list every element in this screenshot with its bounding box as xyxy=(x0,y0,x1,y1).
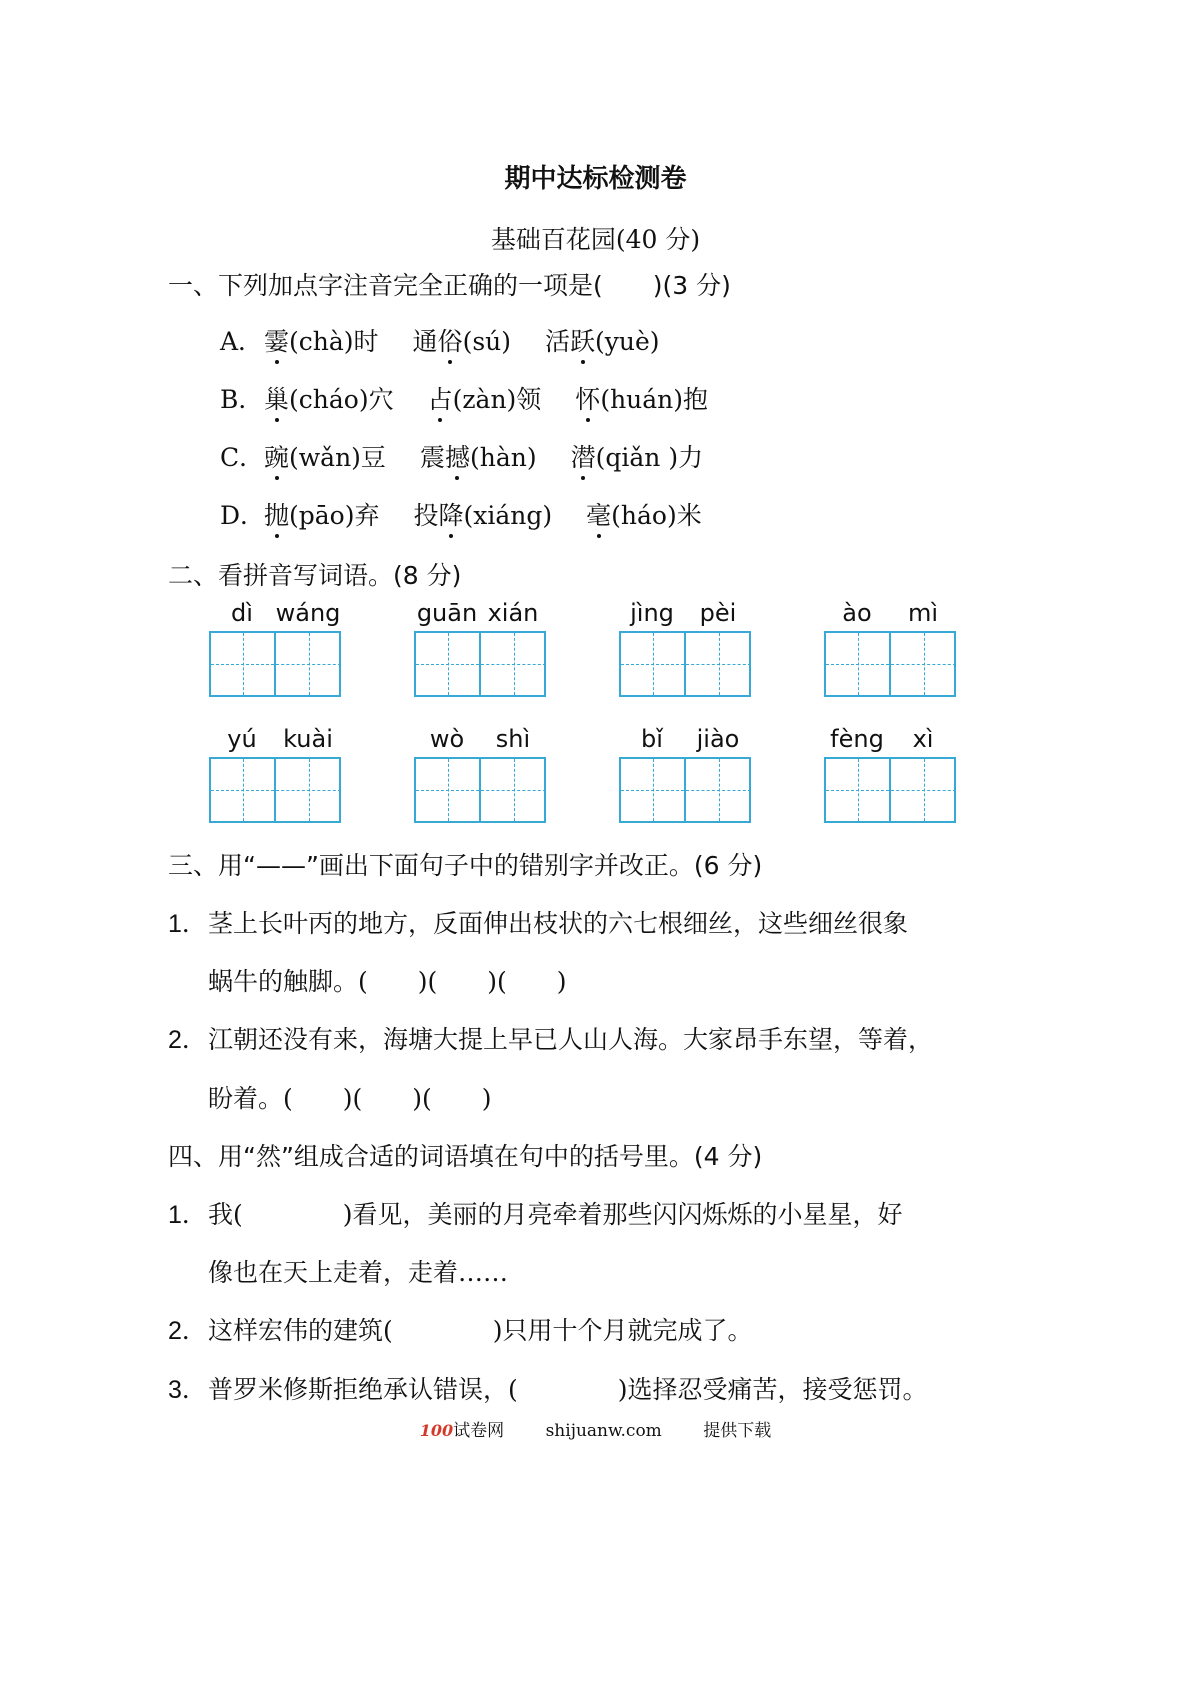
pinyin-syllable: guān xyxy=(416,599,478,627)
grid-cell[interactable] xyxy=(211,759,276,821)
pinyin-syllable: jiào xyxy=(696,725,740,753)
sentence-text: 盼着。( )( )( ) xyxy=(208,1084,492,1113)
guide-line-horizontal xyxy=(416,664,479,665)
tian-grid-box[interactable] xyxy=(209,757,341,823)
site-url[interactable]: shijuanw.com xyxy=(545,1421,662,1441)
word-prefix: 通 xyxy=(412,327,438,356)
option-word xyxy=(264,438,386,474)
grid-cell[interactable] xyxy=(276,759,341,821)
option-letter: D． xyxy=(220,501,266,530)
item-number: 3． xyxy=(168,1376,207,1404)
grid-cell[interactable] xyxy=(276,633,341,695)
sentence-text: 江朝还没有来，海塘大提上早已人山人海。大家昂手东望，等着， xyxy=(208,1025,934,1054)
word-pinyin: (xiáng) xyxy=(463,501,553,530)
guide-line-horizontal xyxy=(826,664,889,665)
option-word xyxy=(413,496,552,532)
word-pinyin: (chà)时 xyxy=(289,327,379,356)
guide-line-horizontal xyxy=(211,664,274,665)
tian-grid-box[interactable] xyxy=(824,631,956,697)
grid-cell[interactable] xyxy=(686,759,751,821)
sentence-line xyxy=(168,1311,753,1347)
dotted-character: 潜 xyxy=(571,438,596,474)
sentence-line xyxy=(168,962,567,998)
grid-cell[interactable] xyxy=(416,633,481,695)
grid-cell[interactable] xyxy=(416,759,481,821)
guide-line-horizontal xyxy=(481,664,546,665)
option-letter: C． xyxy=(220,443,265,472)
word-prefix: 活 xyxy=(545,327,571,356)
question-3-label: 三、用“——”画出下面句子中的错别字并改正。(6 分) xyxy=(168,851,763,880)
pinyin-syllable: wò xyxy=(429,725,465,753)
pinyin-syllable: xì xyxy=(912,725,934,753)
tian-grid-box[interactable] xyxy=(414,631,546,697)
tian-grid-box[interactable] xyxy=(209,631,341,697)
dotted-character: 占 xyxy=(428,380,453,416)
pinyin-syllable: mì xyxy=(907,599,939,627)
pinyin-syllable: fèng xyxy=(830,725,884,753)
section-subtitle: 基础百花园(40 分) xyxy=(490,225,701,254)
site-name: 试卷网 xyxy=(453,1421,505,1441)
word-pinyin: (huán)抱 xyxy=(600,385,709,414)
grid-cell[interactable] xyxy=(621,759,686,821)
option-word xyxy=(428,380,542,416)
dotted-character: 霎 xyxy=(264,322,289,358)
guide-line-horizontal xyxy=(276,790,341,791)
dotted-character: 豌 xyxy=(264,438,289,474)
pinyin-syllable: bǐ xyxy=(641,725,663,753)
word-prefix: 投 xyxy=(413,501,439,530)
tian-grid-box[interactable] xyxy=(414,757,546,823)
guide-line-horizontal xyxy=(416,790,479,791)
guide-line-horizontal xyxy=(891,790,956,791)
grid-cell[interactable] xyxy=(686,633,751,695)
tian-grid-box[interactable] xyxy=(619,757,751,823)
grid-cell[interactable] xyxy=(826,633,891,695)
item-number: 2． xyxy=(168,1317,207,1345)
sentence-line xyxy=(168,1020,933,1056)
question-4-label: 四、用“然”组成合适的词语填在句中的括号里。(4 分) xyxy=(168,1142,763,1171)
option-word xyxy=(264,496,379,532)
word-pinyin: (pāo)弃 xyxy=(289,501,380,530)
option-word xyxy=(264,380,394,416)
sentence-text: 这样宏伟的建筑( )只用十个月就完成了。 xyxy=(208,1316,753,1345)
word-pinyin: (qiǎn )力 xyxy=(595,443,704,472)
dotted-character: 毫 xyxy=(586,496,611,532)
grid-cell[interactable] xyxy=(621,633,686,695)
sentence-line xyxy=(168,1370,928,1406)
guide-line-horizontal xyxy=(686,790,751,791)
word-pinyin: (cháo)穴 xyxy=(289,385,394,414)
guide-line-horizontal xyxy=(211,790,274,791)
option-row xyxy=(220,322,694,358)
option-row xyxy=(220,496,736,532)
sentence-text: 茎上长叶丙的地方，反面伸出枝状的六七根细丝，这些细丝很象 xyxy=(208,909,909,938)
pinyin-syllable: pèi xyxy=(699,599,737,627)
word-pinyin: (sú) xyxy=(462,327,511,356)
sentence-text: 像也在天上走着，走着…… xyxy=(208,1258,509,1287)
guide-line-horizontal xyxy=(481,790,546,791)
sentence-line xyxy=(168,1195,903,1231)
sentence-line xyxy=(168,904,908,940)
item-number: 2． xyxy=(168,1026,207,1054)
sentence-text: 普罗米修斯拒绝承认错误，( )选择忍受痛苦，接受惩罚。 xyxy=(208,1375,928,1404)
word-pinyin: (wǎn)豆 xyxy=(289,443,386,472)
dotted-character: 降 xyxy=(439,496,464,532)
option-letter: B． xyxy=(220,385,264,414)
option-word xyxy=(575,380,708,416)
option-word xyxy=(586,496,702,532)
pinyin-syllable: ào xyxy=(842,599,872,627)
dotted-character: 怀 xyxy=(575,380,600,416)
word-pinyin: (háo)米 xyxy=(611,501,702,530)
pinyin-syllable: xián xyxy=(487,599,539,627)
guide-line-horizontal xyxy=(891,664,956,665)
option-word xyxy=(264,322,379,358)
word-pinyin: (yuè) xyxy=(595,327,660,356)
grid-cell[interactable] xyxy=(891,633,956,695)
tian-grid-box[interactable] xyxy=(619,631,751,697)
grid-cell[interactable] xyxy=(211,633,276,695)
dotted-character: 跃 xyxy=(570,322,595,358)
question-2-label: 二、看拼音写词语。(8 分) xyxy=(168,561,462,590)
option-letter: A． xyxy=(220,327,264,356)
item-number: 1． xyxy=(168,1201,207,1229)
grid-cell[interactable] xyxy=(891,759,956,821)
page-title: 期中达标检测卷 xyxy=(504,164,687,194)
sentence-line xyxy=(168,1079,492,1115)
grid-cell[interactable] xyxy=(481,633,546,695)
grid-cell[interactable] xyxy=(826,759,891,821)
option-row xyxy=(220,438,737,474)
word-pinyin: (zàn)领 xyxy=(452,385,542,414)
guide-line-horizontal xyxy=(826,790,889,791)
sentence-line xyxy=(168,1253,508,1289)
option-word xyxy=(571,438,703,474)
dotted-character: 抛 xyxy=(264,496,289,532)
pinyin-syllable: wáng xyxy=(275,599,341,627)
sentence-text: 我( )看见，美丽的月亮牵着那些闪闪烁烁的小星星，好 xyxy=(208,1200,903,1229)
word-pinyin: (hàn) xyxy=(469,443,537,472)
guide-line-horizontal xyxy=(621,664,684,665)
sentence-text: 蜗牛的触脚。( )( )( ) xyxy=(208,967,567,996)
item-number: 1． xyxy=(168,910,207,938)
guide-line-horizontal xyxy=(276,664,341,665)
tian-grid-box[interactable] xyxy=(824,757,956,823)
word-prefix: 震 xyxy=(419,443,445,472)
dotted-character: 撼 xyxy=(445,438,470,474)
guide-line-horizontal xyxy=(686,664,751,665)
footer xyxy=(0,1416,1191,1441)
pinyin-syllable: kuài xyxy=(283,725,333,753)
pinyin-syllable: dì xyxy=(231,599,253,627)
option-word xyxy=(545,322,660,358)
pinyin-syllable: jìng xyxy=(630,599,674,627)
question-1-label: 一、下列加点字注音完全正确的一项是( )(3 分) xyxy=(168,271,731,300)
option-row xyxy=(220,380,742,416)
dotted-character: 俗 xyxy=(438,322,463,358)
pinyin-syllable: shì xyxy=(495,725,531,753)
option-word xyxy=(413,322,511,358)
grid-cell[interactable] xyxy=(481,759,546,821)
guide-line-horizontal xyxy=(621,790,684,791)
site-logo: 100 xyxy=(419,1421,454,1440)
download-note: 提供下载 xyxy=(703,1421,772,1441)
option-word xyxy=(420,438,537,474)
pinyin-syllable: yú xyxy=(227,725,257,753)
dotted-character: 巢 xyxy=(264,380,289,416)
